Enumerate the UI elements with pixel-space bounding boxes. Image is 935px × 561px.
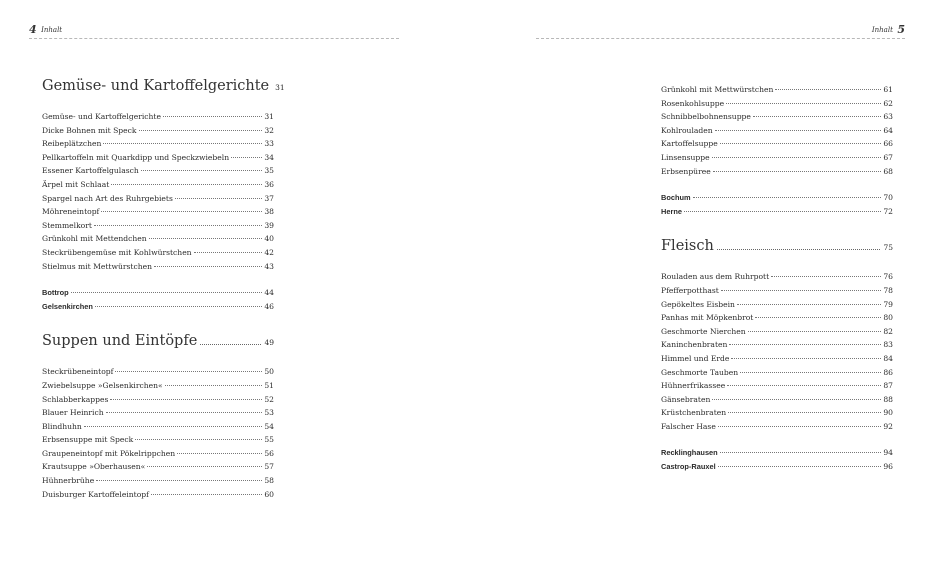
leader-dots bbox=[684, 211, 881, 212]
entry-page: 82 bbox=[883, 326, 893, 336]
toc-entry[interactable] bbox=[42, 232, 274, 246]
toc-entry[interactable] bbox=[661, 124, 893, 138]
toc-city-entry[interactable] bbox=[661, 191, 893, 205]
leader-dots bbox=[110, 399, 262, 400]
section-title: Suppen und Eintöpfe bbox=[42, 333, 198, 350]
entry-page: 58 bbox=[264, 476, 274, 486]
entry-page: 60 bbox=[264, 489, 274, 499]
entry-title: Blauer Heinrich bbox=[42, 408, 104, 418]
leader-dots bbox=[771, 276, 881, 277]
entry-page: 39 bbox=[264, 220, 274, 230]
entry-page: 90 bbox=[883, 408, 893, 418]
entry-title: Kaninchenbraten bbox=[661, 340, 728, 350]
leader-dots bbox=[106, 412, 263, 413]
entry-title: Erbsensuppe mit Speck bbox=[42, 435, 134, 445]
entry-title: Krüstchenbraten bbox=[661, 408, 727, 418]
left-header-rule bbox=[29, 38, 399, 39]
leader-dots bbox=[103, 143, 262, 144]
toc-entry[interactable] bbox=[661, 151, 893, 165]
city-list bbox=[42, 286, 274, 313]
toc-entry[interactable] bbox=[661, 406, 893, 420]
leader-dots bbox=[712, 399, 881, 400]
entry-page: 63 bbox=[883, 112, 893, 122]
section-page: 49 bbox=[264, 338, 274, 348]
leader-dots bbox=[727, 385, 881, 386]
leader-dots bbox=[163, 116, 262, 117]
leader-dots bbox=[200, 344, 261, 345]
entry-page: 78 bbox=[883, 285, 893, 295]
toc-entry[interactable] bbox=[661, 311, 893, 325]
toc-city-entry[interactable] bbox=[661, 460, 893, 474]
entry-page: 52 bbox=[264, 394, 274, 404]
entry-title: Recklinghausen bbox=[661, 448, 718, 458]
city-list bbox=[661, 191, 893, 218]
entry-title: Blindhuhn bbox=[42, 421, 82, 431]
entry-title: Hühnerbrühe bbox=[42, 476, 95, 486]
toc-entry[interactable] bbox=[42, 393, 274, 407]
entry-page: 42 bbox=[264, 247, 274, 257]
toc-entry[interactable] bbox=[42, 164, 274, 178]
toc-entry[interactable] bbox=[42, 406, 274, 420]
leader-dots bbox=[141, 170, 263, 171]
toc-entry[interactable] bbox=[42, 110, 274, 124]
entry-page: 79 bbox=[883, 299, 893, 309]
toc-entry[interactable] bbox=[661, 270, 893, 284]
leader-dots bbox=[748, 331, 882, 332]
recipe-list-soups-continued bbox=[661, 83, 893, 178]
toc-entry[interactable] bbox=[661, 165, 893, 179]
entry-page: 40 bbox=[264, 234, 274, 244]
toc-entry[interactable] bbox=[42, 124, 274, 138]
leader-dots bbox=[165, 385, 263, 386]
leader-dots bbox=[737, 304, 881, 305]
leader-dots bbox=[101, 211, 262, 212]
toc-entry[interactable] bbox=[42, 460, 274, 474]
entry-page: 43 bbox=[264, 261, 274, 271]
left-page-header bbox=[29, 23, 62, 36]
section-heading bbox=[42, 78, 285, 105]
recipe-list-vegetables bbox=[42, 110, 274, 273]
leader-dots bbox=[720, 452, 882, 453]
entry-title: Reibeplätzchen bbox=[42, 139, 102, 149]
toc-entry[interactable] bbox=[42, 447, 274, 461]
entry-title: Stemmelkort bbox=[42, 220, 92, 230]
toc-entry[interactable] bbox=[42, 205, 274, 219]
toc-entry[interactable] bbox=[42, 151, 274, 165]
entry-page: 32 bbox=[264, 125, 274, 135]
entry-page: 84 bbox=[883, 353, 893, 363]
entry-page: 38 bbox=[264, 207, 274, 217]
entry-page: 72 bbox=[883, 206, 893, 216]
toc-entry[interactable] bbox=[42, 488, 274, 502]
section-title: Gemüse- und Kartoffelgerichte bbox=[42, 78, 270, 94]
entry-title: Spargel nach Art des Ruhrgebiets bbox=[42, 193, 173, 203]
toc-entry[interactable] bbox=[661, 379, 893, 393]
toc-entry[interactable] bbox=[661, 352, 893, 366]
section-page: 75 bbox=[883, 243, 893, 253]
entry-page: 80 bbox=[883, 313, 893, 323]
entry-page: 54 bbox=[264, 421, 274, 431]
entry-page: 50 bbox=[264, 367, 274, 377]
leader-dots bbox=[147, 466, 262, 467]
entry-title: Duisburger Kartoffeleintopf bbox=[42, 489, 149, 499]
entry-page: 94 bbox=[883, 448, 893, 458]
section-heading bbox=[42, 333, 274, 360]
leader-dots bbox=[740, 372, 881, 373]
leader-dots bbox=[111, 184, 262, 185]
entry-title: Graupeneintopf mit Pökelrippchen bbox=[42, 448, 176, 458]
toc-entry[interactable] bbox=[42, 192, 274, 206]
right-header-label: Inhalt bbox=[871, 26, 893, 34]
toc-entry[interactable] bbox=[661, 97, 893, 111]
entry-title: Gänsebraten bbox=[661, 394, 711, 404]
left-page-number: 4 bbox=[29, 23, 37, 36]
city-list bbox=[661, 446, 893, 473]
entry-title: Kartoffelsuppe bbox=[661, 139, 718, 149]
entry-title: Stielmus mit Mettwürstchen bbox=[42, 261, 152, 271]
entry-title: Möhreneintopf bbox=[42, 207, 100, 217]
toc-entry[interactable] bbox=[661, 284, 893, 298]
leader-dots bbox=[731, 358, 881, 359]
entry-title: Herne bbox=[661, 206, 682, 216]
leader-dots bbox=[693, 197, 882, 198]
entry-title: Kohlrouladen bbox=[661, 125, 713, 135]
right-column bbox=[661, 83, 893, 474]
toc-entry[interactable] bbox=[661, 298, 893, 312]
leader-dots bbox=[177, 453, 262, 454]
toc-city-entry[interactable] bbox=[42, 300, 274, 314]
entry-page: 76 bbox=[883, 272, 893, 282]
entry-page: 34 bbox=[264, 152, 274, 162]
leader-dots bbox=[720, 143, 882, 144]
toc-entry[interactable] bbox=[661, 366, 893, 380]
toc-city-entry[interactable] bbox=[42, 286, 274, 300]
entry-page: 86 bbox=[883, 367, 893, 377]
entry-page: 57 bbox=[264, 462, 274, 472]
leader-dots bbox=[231, 157, 262, 158]
leader-dots bbox=[139, 130, 263, 131]
toc-entry[interactable] bbox=[42, 137, 274, 151]
toc-entry[interactable] bbox=[42, 420, 274, 434]
entry-title: Linsensuppe bbox=[661, 152, 710, 162]
leader-dots bbox=[718, 466, 882, 467]
leader-dots bbox=[135, 439, 262, 440]
entry-title: Schlabberkappes bbox=[42, 394, 109, 404]
entry-title: Bottrop bbox=[42, 288, 69, 298]
leader-dots bbox=[718, 426, 882, 427]
entry-title: Pellkartoffeln mit Quarkdipp und Speckzwiebeln bbox=[42, 152, 230, 162]
leader-dots bbox=[194, 252, 263, 253]
toc-city-entry[interactable] bbox=[661, 446, 893, 460]
toc-entry[interactable] bbox=[42, 433, 274, 447]
toc-entry[interactable] bbox=[42, 178, 274, 192]
entry-title: Dicke Bohnen mit Speck bbox=[42, 125, 137, 135]
toc-entry[interactable] bbox=[42, 379, 274, 393]
entry-page: 70 bbox=[883, 193, 893, 203]
entry-title: Krautsuppe »Oberhausen« bbox=[42, 462, 146, 472]
entry-title: Rosenkohlsuppe bbox=[661, 98, 725, 108]
section-title: Fleisch bbox=[661, 238, 714, 255]
toc-city-entry[interactable] bbox=[661, 205, 893, 219]
leader-dots bbox=[154, 266, 262, 267]
entry-title: Steckrübengemüse mit Kohlwürstchen bbox=[42, 247, 192, 257]
leader-dots bbox=[115, 371, 262, 372]
leader-dots bbox=[71, 292, 263, 293]
toc-entry[interactable] bbox=[42, 365, 274, 379]
leader-dots bbox=[726, 103, 881, 104]
entry-page: 83 bbox=[883, 340, 893, 350]
leader-dots bbox=[729, 344, 881, 345]
toc-entry[interactable] bbox=[661, 83, 893, 97]
toc-entry[interactable] bbox=[661, 393, 893, 407]
entry-page: 56 bbox=[264, 448, 274, 458]
entry-page: 55 bbox=[264, 435, 274, 445]
entry-title: Panhas mit Möpkenbrot bbox=[661, 313, 754, 323]
entry-title: Rouladen aus dem Ruhrpott bbox=[661, 272, 770, 282]
right-page-header bbox=[872, 23, 905, 36]
toc-entry[interactable] bbox=[661, 325, 893, 339]
right-header-rule bbox=[536, 38, 905, 39]
toc-entry[interactable] bbox=[661, 338, 893, 352]
leader-dots bbox=[151, 494, 262, 495]
leader-dots bbox=[713, 171, 882, 172]
entry-page: 67 bbox=[883, 152, 893, 162]
recipe-list-meat bbox=[661, 270, 893, 433]
toc-entry[interactable] bbox=[42, 246, 274, 260]
leader-dots bbox=[149, 238, 263, 239]
entry-page: 64 bbox=[883, 125, 893, 135]
entry-page: 35 bbox=[264, 166, 274, 176]
entry-page: 92 bbox=[883, 421, 893, 431]
leader-dots bbox=[728, 412, 881, 413]
section-heading bbox=[661, 238, 893, 265]
entry-title: Castrop-Rauxel bbox=[661, 462, 716, 472]
toc-entry[interactable] bbox=[42, 260, 274, 274]
entry-page: 68 bbox=[883, 166, 893, 176]
toc-entry[interactable] bbox=[42, 474, 274, 488]
entry-title: Grünkohl mit Mettwürstchen bbox=[661, 85, 774, 94]
entry-title: Gemüse- und Kartoffelgerichte bbox=[42, 112, 161, 121]
entry-title: Essener Kartoffelgulasch bbox=[42, 166, 139, 176]
toc-entry[interactable] bbox=[42, 219, 274, 233]
entry-title: Zwiebelsuppe »Gelsenkirchen« bbox=[42, 380, 163, 390]
leader-dots bbox=[712, 157, 882, 158]
entry-page: 31 bbox=[264, 112, 274, 121]
leader-dots bbox=[715, 130, 882, 131]
entry-page: 88 bbox=[883, 394, 893, 404]
entry-page: 53 bbox=[264, 408, 274, 418]
entry-title: Falscher Hase bbox=[661, 421, 716, 431]
entry-title: Schnibbelbohnensuppe bbox=[661, 112, 751, 122]
entry-title: Gepökeltes Eisbein bbox=[661, 299, 735, 309]
entry-title: Gelsenkirchen bbox=[42, 301, 93, 311]
right-page-number: 5 bbox=[897, 23, 905, 36]
leader-dots bbox=[755, 317, 881, 318]
entry-title: Geschmorte Tauben bbox=[661, 367, 739, 377]
entry-title: Bochum bbox=[661, 193, 691, 203]
entry-page: 61 bbox=[883, 85, 893, 94]
leader-dots bbox=[96, 480, 262, 481]
entry-page: 37 bbox=[264, 193, 274, 203]
entry-title: Hühnerfrikassee bbox=[661, 381, 726, 391]
entry-page: 87 bbox=[883, 381, 893, 391]
left-column bbox=[42, 78, 285, 501]
left-header-label: Inhalt bbox=[41, 26, 63, 34]
entry-title: Geschmorte Nierchen bbox=[661, 326, 746, 336]
entry-page: 33 bbox=[264, 139, 274, 149]
entry-page: 62 bbox=[883, 98, 893, 108]
entry-page: 36 bbox=[264, 179, 274, 189]
entry-title: Himmel und Erde bbox=[661, 353, 730, 363]
leader-dots bbox=[775, 89, 881, 90]
entry-page: 46 bbox=[264, 301, 274, 311]
leader-dots bbox=[753, 116, 881, 117]
entry-page: 96 bbox=[883, 462, 893, 472]
entry-page: 66 bbox=[883, 139, 893, 149]
leader-dots bbox=[175, 198, 262, 199]
recipe-list-soups bbox=[42, 365, 274, 501]
entry-page: 44 bbox=[264, 288, 274, 298]
leader-dots bbox=[84, 426, 263, 427]
entry-page: 51 bbox=[264, 380, 274, 390]
leader-dots bbox=[717, 249, 881, 250]
toc-entry[interactable] bbox=[661, 420, 893, 434]
entry-title: Ärpel mit Schlaat bbox=[42, 179, 110, 189]
toc-entry[interactable] bbox=[661, 110, 893, 124]
entry-title: Steckrübeneintopf bbox=[42, 367, 114, 377]
leader-dots bbox=[95, 306, 262, 307]
entry-title: Pfefferpotthast bbox=[661, 285, 719, 295]
leader-dots bbox=[94, 225, 262, 226]
entry-title: Erbsenpüree bbox=[661, 166, 711, 176]
leader-dots bbox=[721, 290, 881, 291]
toc-entry[interactable] bbox=[661, 137, 893, 151]
entry-title: Grünkohl mit Mettendchen bbox=[42, 234, 147, 244]
section-page: 31 bbox=[275, 83, 285, 92]
